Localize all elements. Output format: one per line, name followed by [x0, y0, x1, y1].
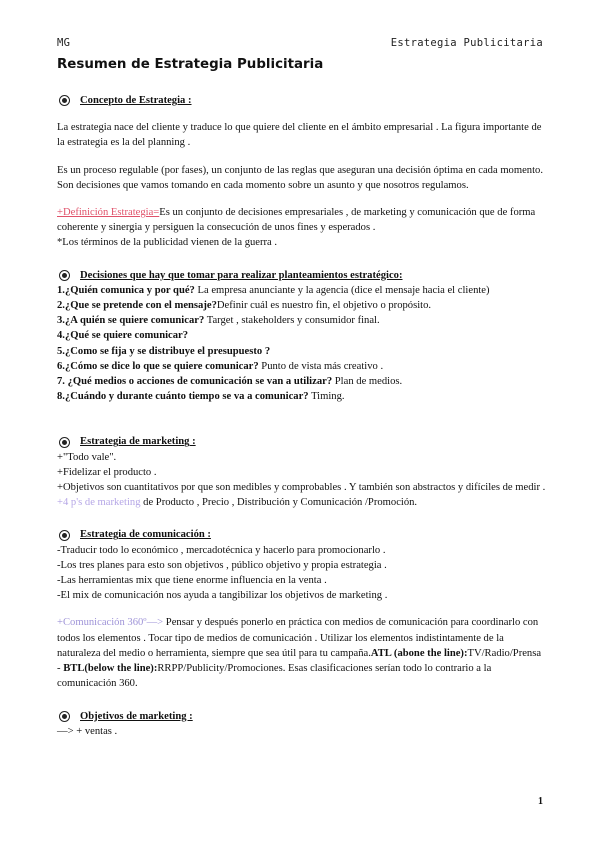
answer: Timing.: [308, 391, 345, 403]
section-heading-text: Objetivos de marketing :: [80, 710, 193, 722]
list-item: -Los tres planes para esto son objetivos , público objetivo y propia estrategia .: [57, 559, 387, 571]
list-item: [57, 313, 547, 328]
bullet-icon: [59, 95, 70, 106]
list-item: +"Todo vale".: [57, 451, 117, 463]
section-heading-marketing: [57, 434, 547, 449]
question: 6.¿Cómo se dice lo que se quiere comunicar?: [57, 360, 259, 372]
section-heading-text: Estrategia de comunicación :: [80, 529, 211, 541]
question: 2.¿Que se pretende con el mensaje?: [57, 300, 217, 312]
answer: Plan de medios.: [332, 376, 403, 388]
definition-text: Es un conjunto de decisiones empresariales , de marketing y comunicación que de forma coherente y sinergia y persiguen la consecución de unos fines y esperados .: [57, 207, 536, 234]
section-heading-decisiones: [57, 268, 547, 283]
atl-text: TV/Radio/Prensa -: [57, 647, 542, 675]
paragraph: Es un proceso regulable (por fases), un conjunto de las reglas que aseguran una decisión óptima en cada momento. Son decisiones que vamos tomando en cada momento sobre un asunto y que nosotros regulamos.: [57, 164, 543, 191]
list-item: -Las herramientas mix que tiene enorme influencia en la venta .: [57, 575, 327, 587]
question: 4.¿Qué se quiere comunicar?: [57, 330, 189, 342]
section-heading-text: Estrategia de marketing :: [80, 436, 196, 448]
list-item: -El mix de comunicación nos ayuda a tangibilizar los objetivos de marketing .: [57, 590, 388, 602]
comunicacion-360-text: Pensar y después ponerlo en práctica con medios de comunicación para coordinarlo con todos los elementos . Tocar tipo de medios de comunicación . Utilizar los elementos indistintamente de la naturaleza del medio o herramienta, siempre que sea útil para tu campaña.: [57, 617, 539, 659]
section-heading-comunicacion: [57, 527, 547, 542]
question: 8.¿Cuándo y durante cuánto tiempo se va a comunicar?: [57, 391, 309, 403]
list-item: [57, 374, 547, 389]
list-item: [57, 359, 547, 374]
question: 1.¿Quién comunica y por qué?: [57, 284, 195, 296]
bullet-icon: [59, 530, 70, 541]
definition-paragraph: [57, 205, 547, 235]
list-item: +Fidelizar el producto .: [57, 466, 157, 478]
list-item: [57, 495, 547, 510]
answer: Definir cuál es nuestro fin, el objetivo o propósito.: [216, 300, 432, 312]
paragraph: La estrategia nace del cliente y traduce lo que quiere del cliente en el ámbito empresarial . La figura importante de la estrategia es la del planning .: [57, 122, 542, 149]
header-left: MG: [57, 37, 71, 49]
definition-label: +Definición Estrategia=: [57, 207, 160, 219]
comunicacion-360-paragraph: [57, 615, 547, 691]
bullet-icon: [59, 437, 70, 448]
answer: Target , stakeholders y consumidor final.: [204, 315, 380, 327]
answer: Punto de vista más creativo .: [258, 360, 384, 372]
list-item: [57, 298, 547, 313]
question: 3.¿A quién se quiere comunicar?: [57, 315, 205, 327]
list-item: [57, 389, 547, 404]
section-heading-text: Concepto de Estrategia :: [80, 95, 192, 106]
header-right: Estrategia Publicitaria: [390, 37, 543, 49]
document-title: Resumen de Estrategia Publicitaria: [57, 57, 324, 72]
section-heading-objetivos: [57, 709, 547, 724]
answer: La empresa anunciante y la agencia (dice el mensaje hacia el cliente): [194, 284, 490, 296]
list-item: [57, 283, 547, 298]
list-item: [57, 328, 547, 343]
comunicacion-360-label: +Comunicación 360º—>: [57, 617, 164, 629]
note: *Los términos de la publicidad vienen de la guerra .: [57, 237, 278, 249]
question: 5.¿Como se fija y se distribuye el presupuesto ?: [57, 345, 271, 357]
list-item: [57, 344, 547, 359]
list-item: -Traducir todo lo económico , mercadotécnica y hacerlo para promocionarlo .: [57, 544, 386, 556]
bullet-icon: [59, 270, 70, 281]
question: 7. ¿Qué medios o acciones de comunicación se van a utilizar?: [57, 376, 333, 388]
btl-label: BTL(below the line):: [63, 663, 158, 675]
btl-text: RRPP/Publicity/Promociones. Esas clasificaciones serían todo lo contrario a la comunicación 360.: [57, 663, 492, 690]
four-ps-text: de Producto , Precio , Distribución y Comunicación /Promoción.: [140, 497, 418, 509]
page-number: 1: [538, 796, 543, 807]
section-heading-concepto: [57, 93, 547, 108]
list-item: —> + ventas .: [57, 725, 118, 737]
four-ps-label: +4 p's de marketing: [57, 497, 141, 509]
document-body: [57, 93, 547, 739]
section-heading-text: Decisiones que hay que tomar para realizar planteamientos estratégico:: [80, 269, 403, 281]
atl-label: ATL (abone the line):: [370, 647, 468, 659]
bullet-icon: [59, 711, 70, 722]
list-item: +Objetivos son cuantitativos por que son medibles y comprobables . Y también son abstractos y difíciles de medir .: [57, 482, 546, 494]
